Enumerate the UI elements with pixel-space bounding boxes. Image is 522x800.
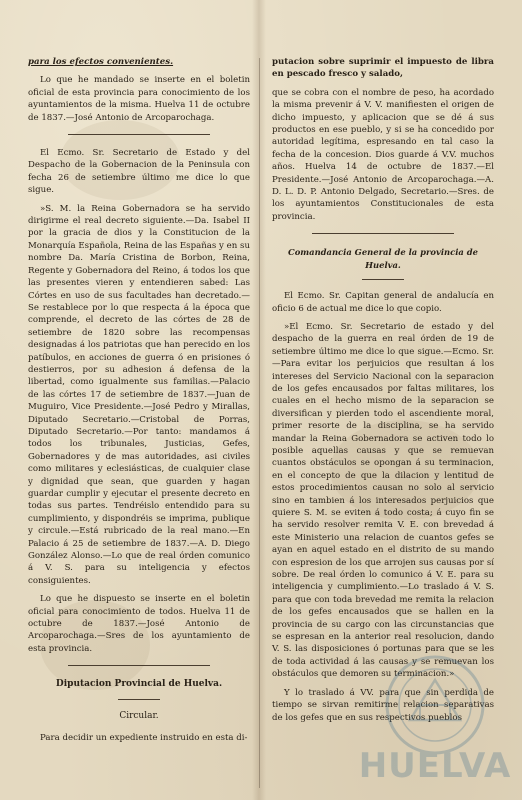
right-paragraph-2: El Ecmo. Sr. Capitan general de andalucía en oficio 6 de actual me dice lo que copio. (272, 291, 494, 314)
left-paragraph-insert: Lo que he dispuesto se inserte en el boletin oficial para conocimiento de todos. Huelva 11 de octubre de 1837.—José Antonio de Arcoparochaga.—Sres de los ayuntamiento de esta provincia. (28, 594, 250, 654)
left-paragraph-circular: Para decidir un expediente instruido en esta di- (40, 733, 248, 744)
right-paragraph-1: que se cobra con el nombre de peso, ha acordado la misma prevenir á V. V. manifiesten el origen de dicho impuesto, y aplicacion que se dé á sus productos en ese pueblo, y si se ha concedido por autoridad legítima, espresando en tal caso la fecha de la concesion. Dios guarde á V.V. muchos años. Huelva 14 de octubre de 1837.—El Presidente.—José Antonio de Arcoparochaga.—A. D. L. D. P. Antonio Delgado, Secretario.—Sres. de los ayuntamientos Constitucionales de esta provincia. (272, 87, 494, 222)
short-rule (362, 279, 404, 280)
left-paragraph-decree: »S. M. la Reina Gobernadora se ha servido dirigirme el real decreto siguiente.—Da. Isabel II por la gracia de dios y la Constitucion de la Monarquía Española, Reina de las Españas y en su nombre Da. María Cristina de Borbon, Reina, Regente y Gobernadora del Reino, á todos los que las presentes vieren y entendieren sabed: Las Córtes en uso de sus facultades han decretado.—Se restablece por lo que respecta á la época que comprende, el decreto de las córtes de 28 de setiembre de 1820 sobre las recompensas designadas á los patriotas que han perecido en los patíbulos, en acciones de guerra ó en prisiones ó destierros, por su adhesion á defensa de la libertad, como igualmente sus familias.—Palacio de las córtes 17 de setiembre de 1837.—Juan de Muguiro, Vice Presidente.—José Pedro y Mirallas, Diputado Secretario.—Cristobal de Porras, Diputado Secretario.—Por tanto: mandamos á todos los tribunales, Justicias, Gefes, Gobernadores y de mas autoridades, asi civiles como militares y eclesiásticas, de cualquier clase y dignidad que sean, que guarden y hagan guardar cumplir y ejecutar el presente decreto en todas sus partes. Tendréislo entendido para su cumplimiento, y dispondréis se imprima, publique y circule.—Está rubricado de la real mano.—En Palacio á 25 de setiembre de 1837.—A. D. Diego González Alonso.—Lo que de real órden comunico á V. S. para su inteligencia y efectos consiguientes. (28, 203, 250, 586)
diputacion-title: Diputacion Provincial de Huelva. (55, 679, 223, 690)
watermark-text: HUELVA (358, 746, 512, 786)
right-header-line: putacion sobre suprimir el impuesto de libra en pescado fresco y salado, (272, 57, 494, 80)
right-paragraph-4: Y lo traslado á VV. para que sin perdida de tiempo se sirvan remitirme relacion separativas de los gefes que en sus respectivos pueblos (272, 687, 494, 723)
comandancia-title: Comandancia General de la provincia de Huelva. (288, 247, 478, 270)
section-rule (68, 134, 210, 135)
seal-icon (350, 650, 520, 760)
left-paragraph-1: Lo que he mandado se inserte en el boletin oficial de esta provincia para conocimiento de los ayuntamientos de la misma. Huelva 11 de octubre de 1837.—José Antonio de Arcoparochaga. (28, 75, 250, 123)
right-paragraph-3: »El Ecmo. Sr. Secretario de estado y del despacho de la guerra en real órden de 19 de setiembre último me dice lo que sigue.—Ecmo. Sr.—Para evitar los perjuicios que resultan á los intereses del Servicio Nacional con la separacion de los gefes encausados por faltas militares, los cuales en el hecho mismo de la separacion se diversifican y pierden todo el ascendiente moral, primer resorte de la disciplina, se ha servido mandar la Reina Gobernadora se activen todo lo posible aquellas causas y que se remuevan cuantos obstáculos se opongan á su terminacion, en el concepto de que la dilacion y lentitud de estos procedimientos causan no solo al servicio sino en tambien á los interesados perjuicios que quiere S. M. se eviten á todo costa; á cuyo fin se ha servido resolver remita V. E. con brevedad á este Ministerio una relacion de cuantos gefes se ayan en aquel estado en el distrito de su mando con espresion de los que arrojen sus causas por sí sobre. De real órden lo comunico á V. E. para su inteligencia y cumplimiento.—Lo traslado á V. S. para que con toda brevedad me remita la relacion de los gefes encausados que se hallen en la provincia de su cargo con las circunstancias que se espresan en la anterior real resolucion, dando V. S. las disposiciones ó portunas para que se les de toda actividad á las causas y se remuevan los obstáculos que demoren su terminacion.» (272, 321, 494, 680)
short-rule (118, 699, 160, 700)
section-rule (68, 665, 210, 666)
column-divider (259, 58, 260, 788)
left-column (28, 56, 250, 751)
section-rule (312, 233, 454, 234)
right-column (272, 56, 494, 730)
left-paragraph-decree-intro: El Ecmo. Sr. Secretario de Estado y del Despacho de la Gobernacion de la Peninsula con fecha 26 de setiembre último me dice lo que sigue. (28, 148, 250, 196)
archive-watermark (350, 650, 520, 790)
left-header-line: para los efectos convenientes. (28, 57, 174, 67)
circular-label: Circular. (119, 710, 159, 721)
